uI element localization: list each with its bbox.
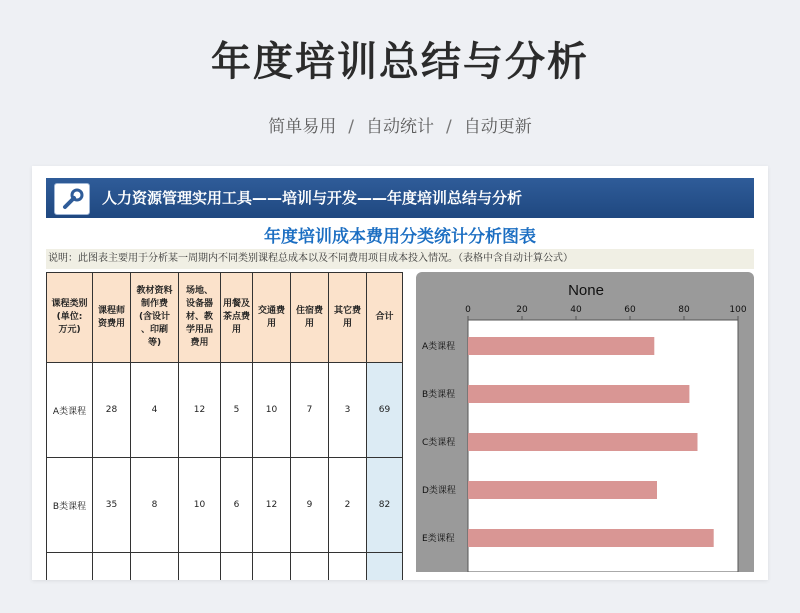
tag-auto-update: 自动更新	[463, 117, 532, 137]
table-cell: 3	[329, 363, 367, 458]
header-meals-fee: 用餐及 茶点费 用	[221, 273, 253, 363]
chart-panel	[416, 272, 754, 572]
table-cell: 12	[179, 363, 221, 458]
table-cell	[291, 553, 329, 581]
header-category: 课程类别 (单位: 万元)	[47, 273, 93, 363]
table-cell	[131, 553, 179, 581]
total-cell	[367, 553, 403, 581]
separator: /	[348, 117, 354, 137]
feature-tags	[0, 112, 800, 137]
x-tick-label: 60	[624, 305, 636, 315]
chart-title: None	[568, 282, 604, 299]
x-tick-label: 20	[516, 305, 528, 315]
table-cell: 12	[253, 458, 291, 553]
preview-card	[32, 166, 768, 580]
table-cell	[47, 553, 93, 581]
bar	[468, 337, 654, 355]
category-label: B类课程	[422, 390, 456, 400]
wrench-icon	[54, 183, 90, 215]
total-cell: 82	[367, 458, 403, 553]
table-header-row	[47, 273, 403, 363]
bar	[468, 481, 657, 499]
category-label: A类课程	[422, 342, 456, 352]
table-cell: 5	[221, 363, 253, 458]
x-tick-label: 40	[570, 305, 582, 315]
table-row	[47, 553, 403, 581]
category-label: D类课程	[422, 486, 456, 496]
banner	[46, 178, 754, 218]
table-cell: 28	[93, 363, 131, 458]
table-cell: 10	[179, 458, 221, 553]
header-venue-fee: 场地、 设备器 材、教 学用品 费用	[179, 273, 221, 363]
table-cell: 10	[253, 363, 291, 458]
header-transport-fee: 交通费 用	[253, 273, 291, 363]
category-label: E类课程	[422, 534, 455, 544]
header-materials-fee: 教材资料 制作费 (含设计 、印刷 等)	[131, 273, 179, 363]
bar	[468, 529, 714, 547]
banner-text: 人力资源管理实用工具——培训与开发——年度培训总结与分析	[102, 189, 523, 207]
report-title: 年度培训成本费用分类统计分析图表	[264, 227, 536, 247]
table-cell	[221, 553, 253, 581]
separator: /	[446, 117, 452, 137]
tag-auto-stats: 自动统计	[366, 117, 434, 137]
x-tick-label: 100	[729, 305, 747, 315]
table-cell: 4	[131, 363, 179, 458]
table-cell	[179, 553, 221, 581]
bar	[468, 433, 698, 451]
description: 说明：此图表主要用于分析某一周期内不同类别课程总成本以及不同费用项目成本投入情况。（表格中含自动计算公式）	[46, 249, 754, 269]
table-cell: 2	[329, 458, 367, 553]
table-cell: 7	[291, 363, 329, 458]
total-cell: 69	[367, 363, 403, 458]
bar	[468, 385, 689, 403]
page-title: 年度培训总结与分析	[211, 39, 589, 85]
table-row	[47, 363, 403, 458]
table-cell: 6	[221, 458, 253, 553]
table-cell: A类课程	[47, 363, 93, 458]
header-instructor-fee: 课程师 资费用	[93, 273, 131, 363]
table-cell: B类课程	[47, 458, 93, 553]
table-cell: 8	[131, 458, 179, 553]
bar-chart	[416, 272, 754, 572]
cost-table	[46, 272, 403, 580]
header-total: 合计	[367, 273, 403, 363]
table-cell: 35	[93, 458, 131, 553]
table-row	[47, 458, 403, 553]
x-tick-label: 80	[678, 305, 690, 315]
x-tick-label: 0	[465, 305, 471, 315]
table-cell: 9	[291, 458, 329, 553]
tag-easy: 简单易用	[268, 117, 337, 137]
header-lodging-fee: 住宿费 用	[291, 273, 329, 363]
header-other-fee: 其它费 用	[329, 273, 367, 363]
category-label: C类课程	[422, 438, 456, 448]
table-cell	[253, 553, 291, 581]
table-cell	[93, 553, 131, 581]
table-cell	[329, 553, 367, 581]
